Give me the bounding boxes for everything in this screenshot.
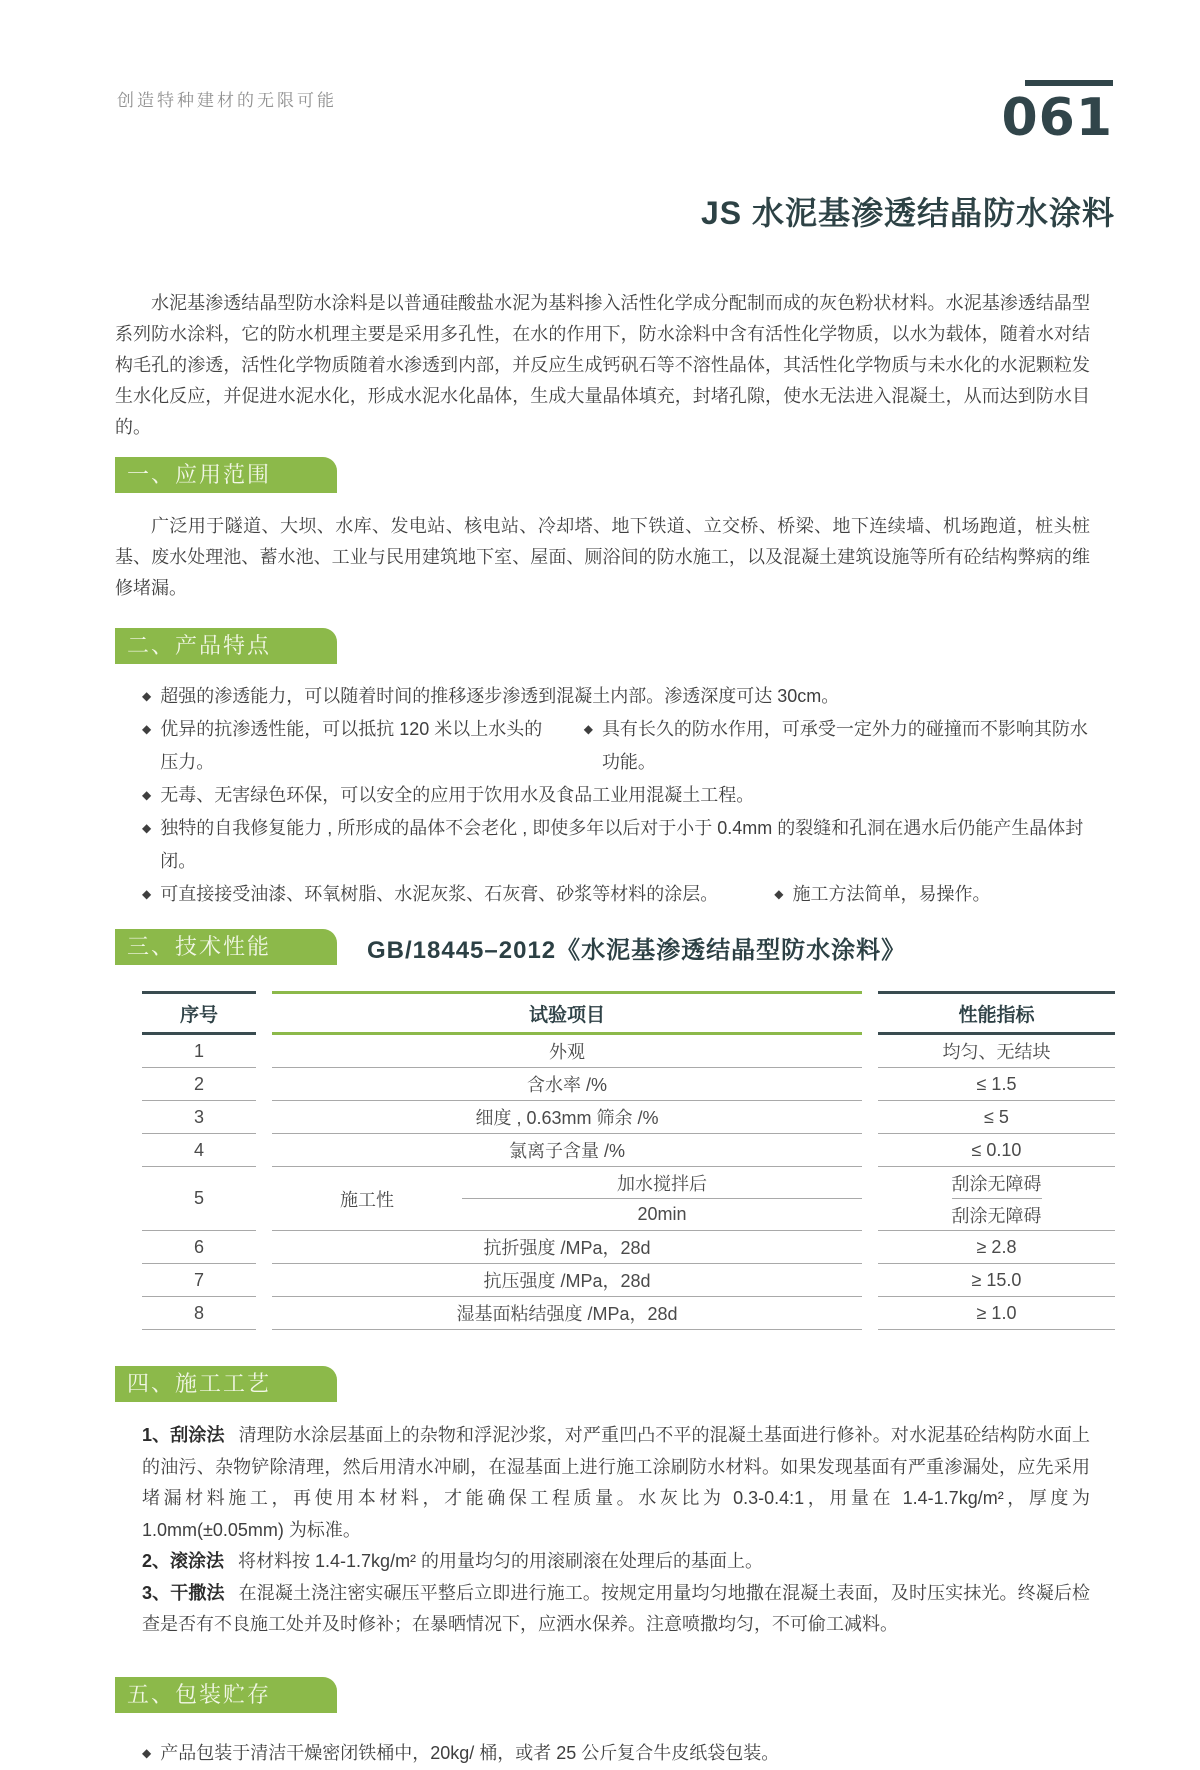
table-cell-item: 含水率 /% <box>272 1068 862 1101</box>
step-text: 清理防水涂层基面上的杂物和浮泥沙浆，对严重凹凸不平的混凝土基面进行修补。对水泥基砼结构防水面上的油污、杂物铲除清理，然后用清水冲刷，在湿基面上进行施工涂刷防水材料。如果发现基面有严重渗漏处，应先采用堵漏材料施工，再使用本材料，才能确保工程质量。水灰比为 0.3-0.4:1，用量在 1.4-1.7kg/m²，厚度为 1.0mm(±0.05mm) 为标准。 <box>142 1425 1091 1540</box>
construction-step <box>142 1578 1090 1641</box>
content-column <box>115 288 1090 1770</box>
construction-steps <box>115 1420 1090 1641</box>
section-heading-features: 二、产品特点 <box>115 628 337 664</box>
feature-text: 可直接接受油漆、环氧树脂、水泥灰浆、石灰膏、砂浆等材料的涂层。 <box>160 884 719 904</box>
feature-text: 优异的抗渗透性能，可以抵抗 120 米以上水头的压力。 <box>160 719 543 772</box>
workability-group <box>272 1167 862 1230</box>
table-cell-value: ≤ 0.10 <box>878 1134 1115 1167</box>
step-label: 2、滚涂法 <box>142 1551 225 1571</box>
table-cell-value: 均匀、无结块 <box>878 1035 1115 1068</box>
feature-pair <box>774 878 990 911</box>
table-cell-group <box>272 1167 862 1231</box>
sub-item: 20min <box>462 1198 862 1230</box>
packaging-text: 产品包装于清洁干燥密闭铁桶中，20kg/ 桶，或者 25 公斤复合牛皮纸袋包装。 <box>160 1742 780 1763</box>
table-cell-no: 6 <box>142 1231 256 1264</box>
diamond-icon: ◆ <box>142 788 152 802</box>
header-tagline: 创造特种建材的无限可能 <box>117 91 337 110</box>
diamond-icon: ◆ <box>142 689 152 703</box>
table-cell-no: 3 <box>142 1101 256 1134</box>
diamond-icon: ◆ <box>142 887 152 901</box>
step-label: 1、刮涂法 <box>142 1425 225 1445</box>
diamond-icon: ◆ <box>142 722 152 736</box>
feature-text: 施工方法简单，易操作。 <box>792 884 991 904</box>
sub-value: 刮涂无障碍 <box>952 1198 1042 1230</box>
table-cell-no: 7 <box>142 1264 256 1297</box>
product-title: JS 水泥基渗透结晶防水涂料 <box>700 195 1115 231</box>
table-cell-group-values <box>878 1167 1115 1231</box>
application-paragraph: 广泛用于隧道、大坝、水库、发电站、核电站、冷却塔、地下铁道、立交桥、桥梁、地下连续墙、机场跑道，桩头桩基、废水处理池、蓄水池、工业与民用建筑地下室、屋面、厕浴间的防水施工，以及混凝土建筑设施等所有砼结构弊病的维修堵漏。 <box>115 516 1090 598</box>
performance-table <box>142 991 1115 1330</box>
col-header-item: 试验项目 <box>272 991 862 1035</box>
group-label: 施工性 <box>340 1189 394 1210</box>
feature-line <box>142 680 1090 713</box>
col-header-spec: 性能指标 <box>878 991 1115 1035</box>
feature-line <box>142 779 1090 812</box>
sub-item: 加水搅拌后 <box>617 1173 707 1194</box>
table-cell-no: 4 <box>142 1134 256 1167</box>
diamond-icon: ◆ <box>583 722 593 736</box>
table-cell-item: 外观 <box>272 1035 862 1068</box>
step-text: 将材料按 1.4-1.7kg/m² 的用量均匀的用滚刷滚在处理后的基面上。 <box>238 1551 764 1571</box>
feature-line <box>142 878 1090 911</box>
table-cell-item: 细度 , 0.63mm 筛余 /% <box>272 1101 862 1134</box>
table-cell-no: 1 <box>142 1035 256 1068</box>
section-heading-technical: 三、技术性能 <box>115 929 337 965</box>
section-heading-construction: 四、施工工艺 <box>115 1366 337 1402</box>
group-subitems <box>462 1167 862 1230</box>
feature-text: 独特的自我修复能力 , 所形成的晶体不会老化 , 即使多年以后对于小于 0.4mm 的裂缝和孔洞在遇水后仍能产生晶体封闭。 <box>160 818 1084 871</box>
section-heading-packaging: 五、包装贮存 <box>115 1677 337 1713</box>
construction-step <box>142 1546 1090 1578</box>
table-cell-no: 2 <box>142 1068 256 1101</box>
standard-title: GB/18445–2012《水泥基渗透结晶型防水涂料》 <box>367 936 907 964</box>
page-number-rule <box>1025 80 1113 86</box>
table-cell-value: ≥ 1.0 <box>878 1297 1115 1330</box>
feature-line <box>142 713 1090 779</box>
diamond-icon: ◆ <box>142 821 152 835</box>
table-cell-no: 5 <box>142 1167 256 1231</box>
feature-text: 超强的渗透能力，可以随着时间的推移逐步渗透到混凝土内部。渗透深度可达 30cm。 <box>160 686 840 706</box>
table-cell-value: ≤ 5 <box>878 1101 1115 1134</box>
feature-text: 具有长久的防水作用，可承受一定外力的碰撞而不影响其防水功能。 <box>601 719 1088 772</box>
diamond-icon: ◆ <box>774 887 784 901</box>
section-heading-application: 一、应用范围 <box>115 457 337 493</box>
construction-step <box>142 1420 1090 1546</box>
table-cell-value: ≥ 2.8 <box>878 1231 1115 1264</box>
table-cell-value: ≤ 1.5 <box>878 1068 1115 1101</box>
page-number-block <box>1001 80 1113 148</box>
step-text: 在混凝土浇注密实碾压平整后立即进行施工。按规定用量均匀地撒在混凝土表面，及时压实抹光。终凝后检查是否有不良施工处并及时修补；在暴晒情况下，应洒水保养。注意喷撒均匀，不可偷工减料。 <box>142 1582 1091 1634</box>
page-number: 061 <box>1001 88 1113 148</box>
feature-line <box>142 812 1090 878</box>
table-cell-item: 抗折强度 /MPa，28d <box>272 1231 862 1264</box>
table-cell-value: ≥ 15.0 <box>878 1264 1115 1297</box>
table-cell-item: 抗压强度 /MPa，28d <box>272 1264 862 1297</box>
packaging-line <box>142 1737 1090 1770</box>
col-header-no: 序号 <box>142 991 256 1035</box>
packaging-list <box>115 1737 1090 1770</box>
feature-text: 无毒、无害绿色环保，可以安全的应用于饮用水及食品工业用混凝土工程。 <box>160 785 755 805</box>
sub-value: 刮涂无障碍 <box>951 1173 1042 1194</box>
table-cell-no: 8 <box>142 1297 256 1330</box>
step-label: 3、干撒法 <box>142 1582 225 1603</box>
feature-pair <box>584 713 1090 779</box>
intro-paragraph: 水泥基渗透结晶型防水涂料是以普通硅酸盐水泥为基料掺入活性化学成分配制而成的灰色粉状材料。水泥基渗透结晶型系列防水涂料，它的防水机理主要是采用多孔性，在水的作用下，防水涂料中含有活性化学物质，以水为载体，随着水对结构毛孔的渗透，活性化学物质随着水渗透到内部，并反应生成钙矾石等不溶性晶体，其活性化学物质与未水化的水泥颗粒发生水化反应，并促进水泥水化，形成水泥水化晶体，生成大量晶体填充，封堵孔隙，使水无法进入混凝土，从而达到防水目的。 <box>115 293 1090 437</box>
table-cell-item: 氯离子含量 /% <box>272 1134 862 1167</box>
table-cell-item: 湿基面粘结强度 /MPa，28d <box>272 1297 862 1330</box>
technical-heading-row <box>115 929 1090 965</box>
diamond-icon: ◆ <box>142 1745 152 1760</box>
feature-list <box>115 680 1090 911</box>
